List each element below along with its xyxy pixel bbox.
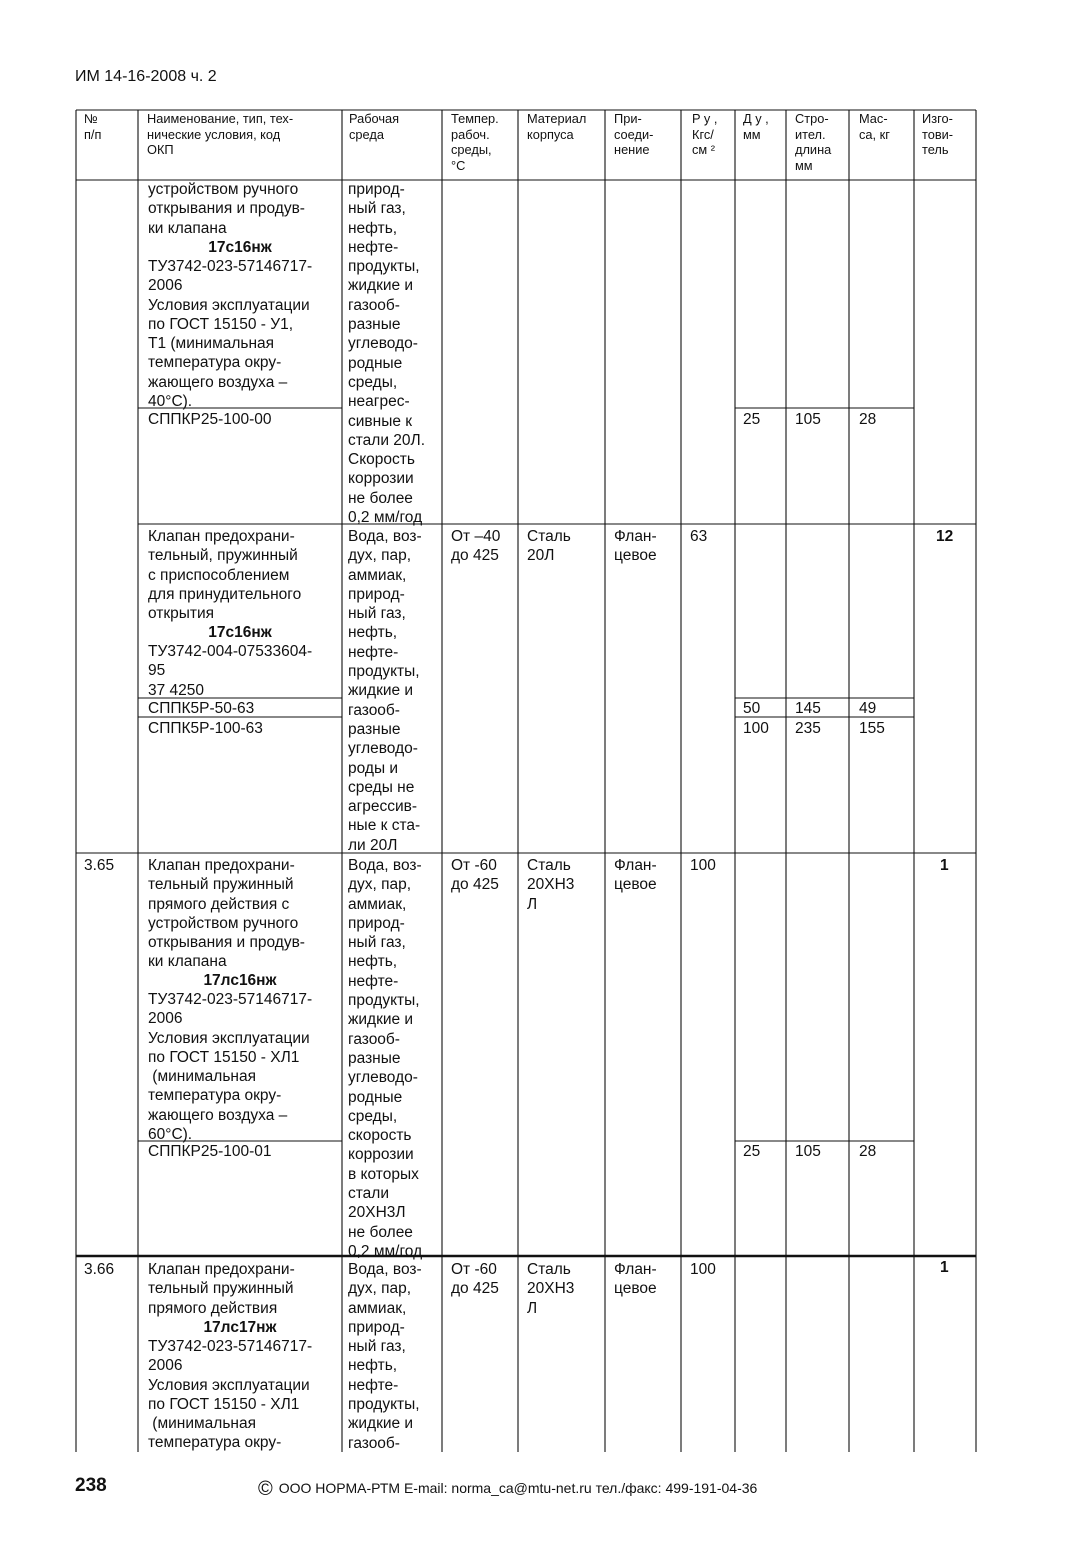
- model-dy: 100: [743, 720, 769, 737]
- row-maker: 1: [940, 1259, 949, 1276]
- row-py: 100: [690, 1261, 716, 1278]
- row-maker: 1: [940, 857, 949, 874]
- row-type: 17лс16нж: [203, 972, 277, 989]
- row-medium: природ- ный газ, нефть, нефте- продукты, жидкие и газооб- разные углеводо- родные среды, неагрес- сивные к стали 20Л. Скорость коррозии не более 0,2 мм/год: [348, 181, 426, 527]
- row-type: 17с16нж: [208, 624, 272, 641]
- model-dy: 25: [743, 1143, 761, 1160]
- model-name: СППКР25-100-01: [148, 1143, 272, 1160]
- row-material: Сталь 20Л: [527, 528, 571, 565]
- row-medium: Вода, воз- дух, пар, аммиак, природ- ный газ, нефть, нефте- продукты, жидкие и газооб-: [348, 1261, 422, 1452]
- model-length: 105: [795, 411, 821, 428]
- row-name-bottom: ТУ3742-004-07533604- 95 37 4250: [148, 643, 313, 699]
- model-mass: 28: [859, 1143, 877, 1160]
- model-length: 145: [795, 700, 821, 717]
- header-name: Наименование, тип, тех- нические условия, код ОКП: [147, 111, 294, 158]
- row-name-bottom: ТУ3742-023-57146717- 2006 Условия эксплуатации по ГОСТ 15150 - У1, Т1 (минимальная температура окру- жающего воздуха – 40°С).: [148, 258, 313, 411]
- model-name: СППКР25-100-00: [148, 411, 272, 428]
- model-mass: 49: [859, 700, 877, 717]
- model-name: СППК5Р-100-63: [148, 720, 263, 737]
- row-type: 17с16нж: [208, 239, 272, 256]
- row-name-top: устройством ручного открывания и продув- ки клапана: [148, 181, 305, 237]
- header-connection: При- соеди- нение: [614, 111, 654, 158]
- page-number: 238: [75, 1475, 107, 1496]
- row-temp: От -60 до 425: [451, 857, 499, 894]
- row-number: 3.65: [84, 857, 115, 874]
- row-py: 100: [690, 857, 716, 874]
- model-length: 235: [795, 720, 821, 737]
- model-mass: 155: [859, 720, 885, 737]
- row-py: 63: [690, 528, 708, 545]
- model-dy: 50: [743, 700, 761, 717]
- row-material: Сталь 20ХН3 Л: [527, 857, 575, 913]
- model-length: 105: [795, 1143, 821, 1160]
- header-py: P у , Кгс/ см ²: [692, 111, 718, 158]
- row-name-bottom: ТУ3742-023-57146717- 2006 Условия эксплуатации по ГОСТ 15150 - ХЛ1 (минимальная температура окру- жающего воздуха – 60°С).: [148, 991, 313, 1144]
- header-mass: Мас- са, кг: [859, 111, 890, 142]
- row-name-top: Клапан предохрани- тельный пружинный прямого действия: [148, 1261, 295, 1317]
- copyright-icon: ©: [258, 1478, 273, 1500]
- row-number: 3.66: [84, 1261, 115, 1278]
- row-name-top: Клапан предохрани- тельный пружинный прямого действия с устройством ручного открывания и продув- ки клапана: [148, 857, 305, 971]
- header-length: Стро- ител. длина мм: [795, 111, 832, 173]
- header-num: № п/п: [84, 111, 102, 142]
- header-dy: Д у , мм: [743, 111, 769, 142]
- row-medium: Вода, воз- дух, пар, аммиак, природ- ный газ, нефть, нефте- продукты, жидкие и газооб- разные углеводо- родные среды, скорость коррозии в которых стали 20ХН3Л не более 0,2 мм/год: [348, 857, 423, 1260]
- row-connection: Флан- цевое: [614, 1261, 657, 1298]
- header-maker: Изго- тови- тель: [922, 111, 954, 158]
- header-temp: Темпер. рабоч. среды, °С: [451, 111, 499, 173]
- row-connection: Флан- цевое: [614, 528, 657, 565]
- model-mass: 28: [859, 411, 877, 428]
- header-medium: Рабочая среда: [349, 111, 400, 142]
- footer-text: [258, 1478, 757, 1501]
- row-type: 17лс17нж: [203, 1319, 277, 1336]
- row-maker: 12: [936, 528, 954, 545]
- footer-contact: ООО НОРМА-РТМ E-mail: norma_ca@mtu-net.ru тел./факс: 499-191-04-36: [278, 1480, 758, 1496]
- row-temp: От -60 до 425: [451, 1261, 499, 1298]
- row-name-top: Клапан предохрани- тельный, пружинный с приспособлением для принудительного открытия: [148, 528, 302, 623]
- row-name-bottom: ТУ3742-023-57146717- 2006 Условия эксплуатации по ГОСТ 15150 - ХЛ1 (минимальная температура окру-: [148, 1338, 313, 1452]
- model-dy: 25: [743, 411, 761, 428]
- row-medium: Вода, воз- дух, пар, аммиак, природ- ный газ, нефть, нефте- продукты, жидкие и газооб- разные углеводо- роды и среды не агрессив- ные к ста- ли 20Л: [348, 528, 422, 854]
- row-connection: Флан- цевое: [614, 857, 657, 894]
- header-material: Материал корпуса: [527, 111, 587, 142]
- document-code: ИМ 14-16-2008 ч. 2: [75, 68, 217, 85]
- row-temp: От –40 до 425: [451, 528, 501, 565]
- model-name: СППК5Р-50-63: [148, 700, 255, 717]
- row-material: Сталь 20ХН3 Л: [527, 1261, 575, 1317]
